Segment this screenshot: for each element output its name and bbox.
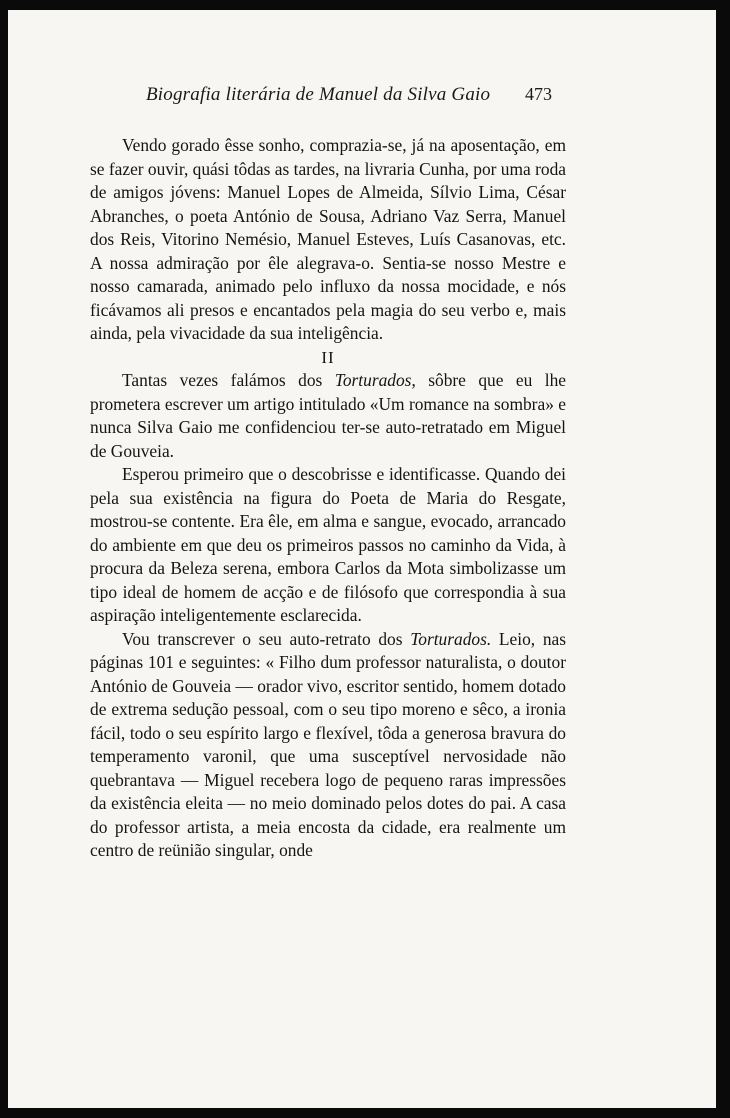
paragraph-2-text-b: , sôbre que eu lhe prometera escrever um artigo intitulado «Um romance na sombra» e nunca Silva Gaio me confidenciou ter-se auto-retratado em Miguel de Gouveia.	[90, 370, 566, 461]
body-text	[90, 134, 566, 863]
paragraph-3: Esperou primeiro que o descobrisse e identificasse. Quando dei pela sua existência na figura do Poeta de Maria do Resgate, mostrou-se contente. Era êle, em alma e sangue, evocado, arrancado do ambiente em que deu os primeiros passos no caminho da Vida, à procura da Beleza serena, embora Carlos da Mota simbolizasse um tipo ideal de homem de acção e de filósofo que correspondia à sua aspiração inteligentemente esclarecida.	[90, 464, 566, 625]
paragraph-1: Vendo gorado êsse sonho, comprazia-se, já na aposentação, em se fazer ouvir, quási tôdas as tardes, na livraria Cunha, por uma roda de amigos jóvens: Manuel Lopes de Almeida, Sílvio Lima, César Abranches, o poeta António de Sousa, Adriano Vaz Serra, Manuel dos Reis, Vitorino Nemésio, Manuel Esteves, Luís Casanovas, etc. A nossa admiração por êle alegrava-o. Sentia-se nosso Mestre e nosso camarada, animado pelo influxo da nossa mocidade, e nós ficávamos ali presos e encantados pela magia do seu verbo e, mais ainda, pela vivacidade da sua inteligência.	[90, 135, 566, 343]
paragraph-4-text-a: Vou transcrever o seu auto-retrato dos	[122, 628, 411, 649]
page-number: 473	[525, 84, 552, 104]
paragraph-4-text-b: Leio, nas páginas 101 e seguintes: « Filho dum professor naturalista, o doutor António de Gouveia — orador vivo, escritor sentido, homem dotado de extrema sedução pessoal, com o seu tipo moreno e sêco, a ironia fácil, todo o seu espírito largo e flexível, tôda a generosa bravura do temperamento varonil, que uma susceptível nervosidade não quebrantava — Miguel recebera logo de pequeno raras impressões da existência eleita — no meio dominado pelos dotes do pai. A casa do professor artista, a meia encosta da cidade, era realmente um centro de reünião singular, onde	[90, 628, 566, 860]
book-title-torturados: Torturados	[334, 370, 412, 390]
paragraph-2-text-a: Tantas vezes falámos dos	[122, 370, 335, 390]
page-header	[8, 80, 716, 110]
section-number: II	[321, 347, 335, 367]
paragraph-2	[90, 369, 566, 463]
running-title: Biografia literária de Manuel da Silva Gaio	[146, 84, 491, 105]
book-title-torturados-2: Torturados.	[410, 628, 492, 649]
paragraph-4	[90, 628, 566, 863]
book-page	[8, 10, 716, 1108]
